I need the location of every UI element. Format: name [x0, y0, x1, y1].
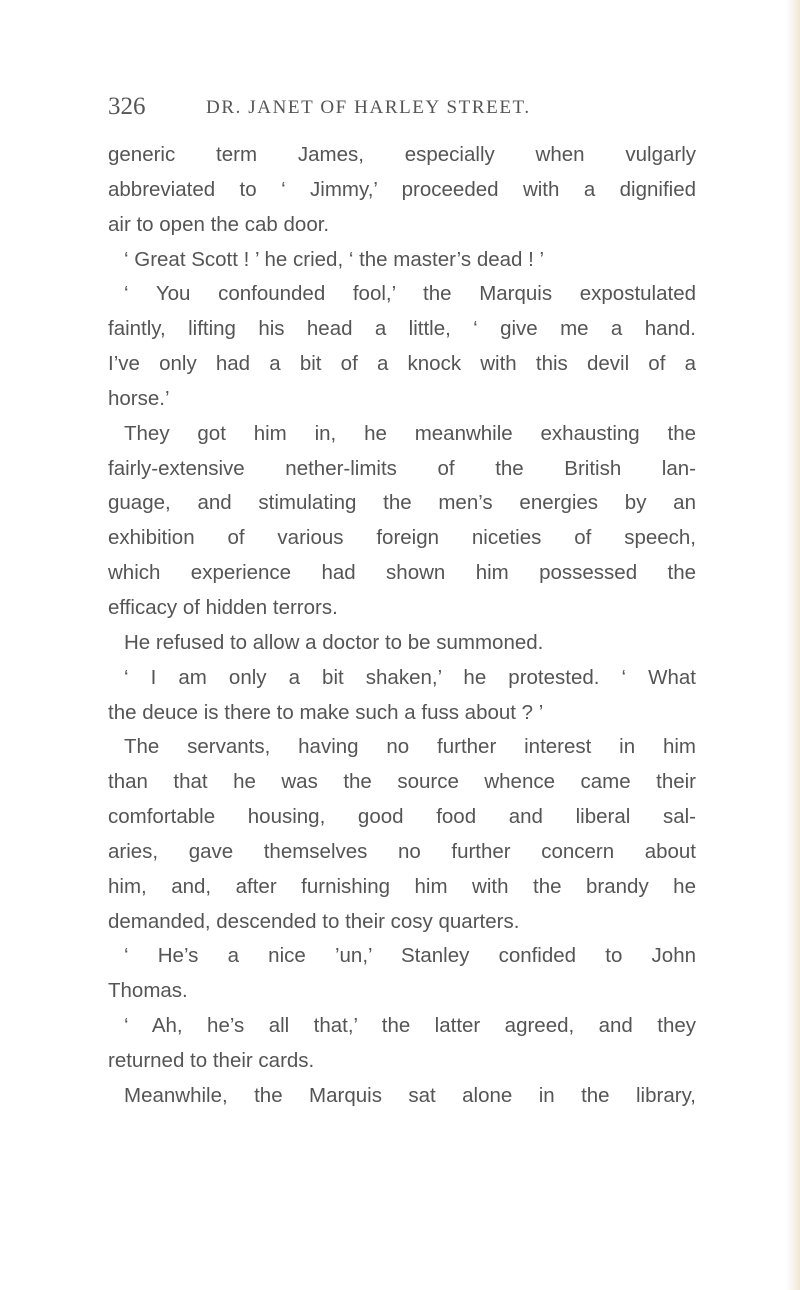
- text-line: I’ve only had a bit of a knock with this devil of a: [108, 352, 696, 376]
- page-number: 326: [108, 93, 146, 120]
- text-line: They got him in, he meanwhile exhausting the: [124, 421, 696, 445]
- text-line: demanded, descended to their cosy quarters.: [108, 909, 520, 933]
- running-head: [108, 92, 668, 122]
- text-line: air to open the cab door.: [108, 212, 330, 236]
- text-line: guage, and stimulating the men’s energies by an: [108, 491, 696, 515]
- text-line: The servants, having no further interest in him: [124, 735, 696, 759]
- body-text: [108, 138, 696, 1114]
- text-line: abbreviated to ‘ Jimmy,’ proceeded with a dignified: [108, 177, 696, 201]
- text-line: than that he was the source whence came their: [108, 770, 696, 794]
- text-line: him, and, after furnishing him with the brandy he: [108, 874, 696, 898]
- text-line: ‘ I am only a bit shaken,’ he protested. ‘ What: [124, 665, 696, 689]
- text-line: Thomas.: [108, 979, 188, 1003]
- page-gutter-shadow: [786, 0, 800, 1290]
- text-line: the deuce is there to make such a fuss about ? ’: [108, 700, 544, 724]
- text-line: aries, gave themselves no further concern about: [108, 839, 696, 863]
- text-line: which experience had shown him possessed the: [108, 561, 696, 585]
- text-line: faintly, lifting his head a little, ‘ give me a hand.: [108, 317, 696, 341]
- text-line: He refused to allow a doctor to be summoned.: [124, 630, 544, 654]
- text-line: comfortable housing, good food and liberal sal-: [108, 805, 696, 829]
- text-line: ‘ You confounded fool,’ the Marquis expostulated: [124, 282, 696, 306]
- text-line: efficacy of hidden terrors.: [108, 595, 338, 619]
- text-line: Meanwhile, the Marquis sat alone in the library,: [124, 1083, 696, 1107]
- text-line: exhibition of various foreign niceties of speech,: [108, 526, 696, 550]
- text-line: generic term James, especially when vulgarly: [108, 143, 696, 166]
- text-line: horse.’: [108, 386, 170, 410]
- text-line: returned to their cards.: [108, 1048, 315, 1072]
- text-line: fairly-extensive nether-limits of the British lan-: [108, 456, 696, 480]
- text-line: ‘ He’s a nice ’un,’ Stanley confided to John: [124, 944, 696, 968]
- text-line: ‘ Great Scott ! ’ he cried, ‘ the master’s dead ! ’: [124, 247, 545, 271]
- running-title: DR. JANET OF HARLEY STREET.: [206, 97, 531, 118]
- text-line: ‘ Ah, he’s all that,’ the latter agreed, and they: [124, 1014, 696, 1038]
